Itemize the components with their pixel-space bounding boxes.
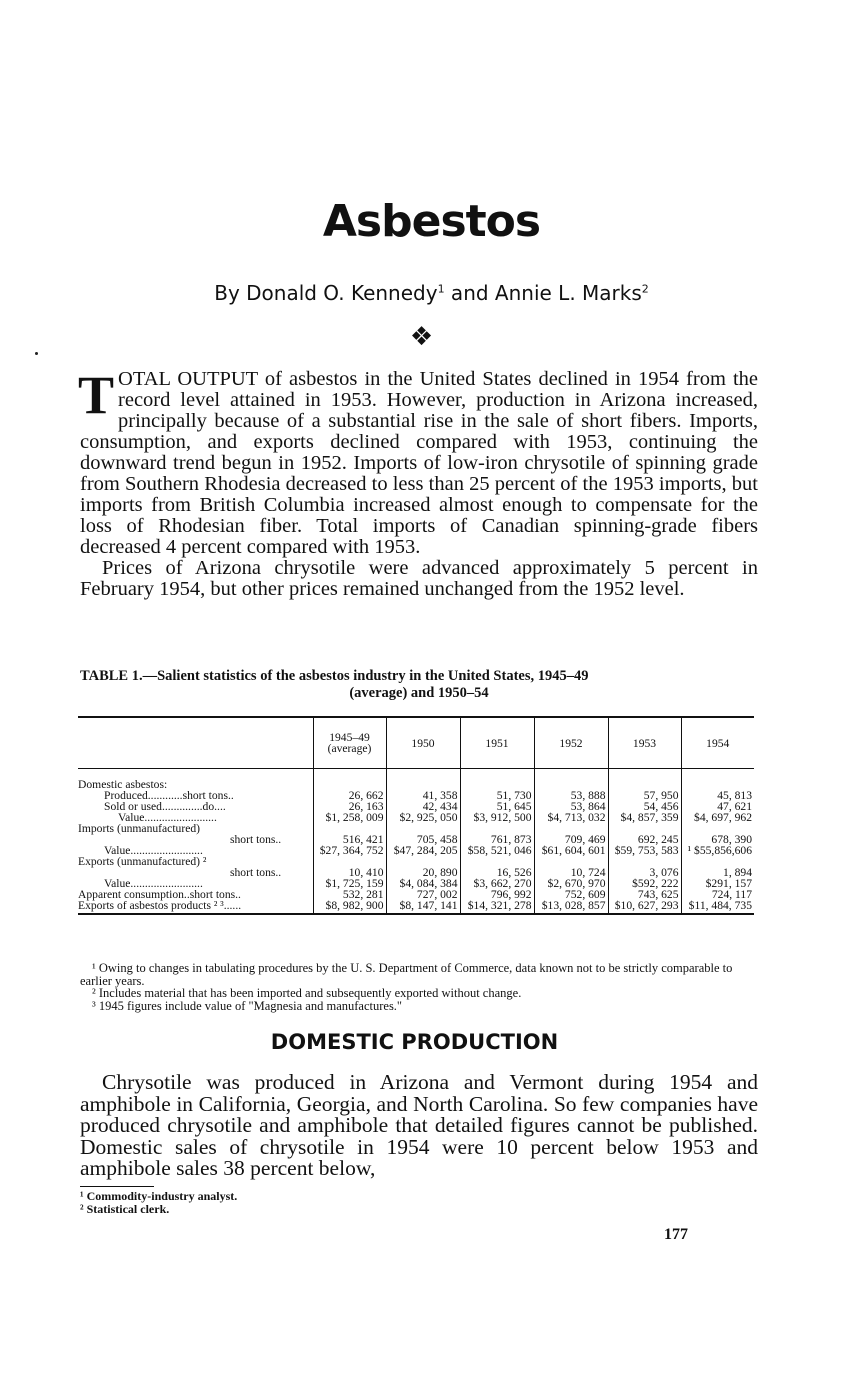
table-cell: 26, 163 xyxy=(313,801,386,812)
table-note: ² Includes material that has been imported and subsequently exported without change. xyxy=(92,986,522,1000)
table-cell: $58, 521, 046 xyxy=(460,845,534,856)
table-header-cell: 1945–49 (average) xyxy=(313,717,386,769)
table-cell: $1, 725, 159 xyxy=(313,878,386,889)
production-paragraph: Chrysotile was produced in Arizona and Vermont during 1954 and amphibole in California, Georgia, and North Carolina. So few companies have produced chrysotile and amphibole that detailed figures cannot be published. Domestic sales of chrysotile in 1954 were 10 percent below 1953 and amphibole sales 38 percent below, xyxy=(80,1070,758,1180)
table-caption-line-1: TABLE 1.—Salient statistics of the asbestos industry in the United States, 1945–49 xyxy=(80,668,589,684)
table-caption-line-2: (average) and 1950–54 xyxy=(349,685,489,701)
table-row xyxy=(78,900,754,914)
table-notes xyxy=(80,962,760,1012)
table-cell: $8, 982, 900 xyxy=(313,900,386,914)
table-cell: 724, 117 xyxy=(681,889,754,900)
table-cell: $8, 147, 141 xyxy=(386,900,460,914)
table-cell xyxy=(386,769,460,791)
table-cell: 54, 456 xyxy=(608,801,681,812)
table-cell: 47, 621 xyxy=(681,801,754,812)
table-cell: 692, 245 xyxy=(608,834,681,845)
footnote-divider xyxy=(80,1186,154,1187)
table-header-cell: 1951 xyxy=(460,717,534,769)
table-body xyxy=(78,769,754,915)
table-cell xyxy=(313,769,386,791)
table-cell: $1, 258, 009 xyxy=(313,812,386,823)
table-cell: $11, 484, 735 xyxy=(681,900,754,914)
table-cell: 761, 873 xyxy=(460,834,534,845)
author-1-note-ref: 1 xyxy=(437,282,445,296)
row-label-text: Exports of asbestos products ² ³...... xyxy=(78,899,242,912)
table-cell: 26, 662 xyxy=(313,790,386,801)
table-cell: 1, 894 xyxy=(681,867,754,878)
table-cell: $592, 222 xyxy=(608,878,681,889)
table-cell: 42, 434 xyxy=(386,801,460,812)
table-cell: 752, 609 xyxy=(534,889,608,900)
ornament-icon: ❖ xyxy=(409,322,434,352)
row-label-text: Exports (unmanufactured) ² xyxy=(78,855,207,868)
table-cell: $14, 321, 278 xyxy=(460,900,534,914)
footnote: ¹ Commodity-industry analyst. xyxy=(80,1189,238,1203)
table-cell: $4, 713, 032 xyxy=(534,812,608,823)
table-note: ³ 1945 figures include value of "Magnesia and manufactures." xyxy=(92,998,403,1013)
row-label-text: Produced............short tons.. xyxy=(104,789,234,802)
intro-paragraph-2: Prices of Arizona chrysotile were advanced approximately 5 percent in February 1954, but other prices remained unchanged from the 1952 level. xyxy=(80,557,758,600)
table-cell: 705, 458 xyxy=(386,834,460,845)
table-cell: 16, 526 xyxy=(460,867,534,878)
row-label-text: Imports (unmanufactured) xyxy=(78,822,201,835)
table-cell: $4, 084, 384 xyxy=(386,878,460,889)
table-cell: 20, 890 xyxy=(386,867,460,878)
table-cell: $3, 912, 500 xyxy=(460,812,534,823)
table-cell: $4, 697, 962 xyxy=(681,812,754,823)
table-cell: $27, 364, 752 xyxy=(313,845,386,856)
salient-statistics-table xyxy=(78,716,754,915)
table-header-cell: 1950 xyxy=(386,717,460,769)
table-cell: 51, 730 xyxy=(460,790,534,801)
table-cell: ¹ $55,856,606 xyxy=(681,845,754,856)
table-cell xyxy=(460,769,534,791)
row-label-text: Apparent consumption..short tons.. xyxy=(78,888,241,901)
table-cell xyxy=(608,769,681,791)
footnotes xyxy=(80,1190,480,1216)
table-cell: 45, 813 xyxy=(681,790,754,801)
footnote: ² Statistical clerk. xyxy=(80,1202,170,1216)
table-cell: 51, 645 xyxy=(460,801,534,812)
table-header-label xyxy=(78,717,313,769)
table-header-cell: 1952 xyxy=(534,717,608,769)
row-label-text: Value......................... xyxy=(104,877,203,890)
table-cell: 53, 888 xyxy=(534,790,608,801)
table-row xyxy=(78,769,754,791)
table-cell: 709, 469 xyxy=(534,834,608,845)
table-cell: $61, 604, 601 xyxy=(534,845,608,856)
row-label xyxy=(78,900,313,914)
section-heading: DOMESTIC PRODUCTION xyxy=(270,1030,559,1054)
table-cell: $4, 857, 359 xyxy=(608,812,681,823)
row-label-text: short tons.. xyxy=(230,833,282,846)
table-caption xyxy=(80,668,758,702)
table-header-row xyxy=(78,717,754,769)
author-1: By Donald O. Kennedy xyxy=(214,281,438,305)
table-cell: 532, 281 xyxy=(313,889,386,900)
table-cell: 57, 950 xyxy=(608,790,681,801)
speck-mark xyxy=(35,352,38,355)
table-cell: $59, 753, 583 xyxy=(608,845,681,856)
table-cell: 53, 864 xyxy=(534,801,608,812)
table-cell xyxy=(681,769,754,791)
byline xyxy=(0,281,863,305)
table-cell: 41, 358 xyxy=(386,790,460,801)
author-2: and Annie L. Marks xyxy=(444,281,642,305)
table-cell: 796, 992 xyxy=(460,889,534,900)
row-label-text: Sold or used..............do.... xyxy=(104,800,226,813)
drop-cap: T xyxy=(78,365,115,425)
intro-section xyxy=(78,365,758,600)
table-cell xyxy=(534,769,608,791)
table-cell: $10, 627, 293 xyxy=(608,900,681,914)
page-title: Asbestos xyxy=(322,196,541,247)
intro-paragraph-1-text: OTAL OUTPUT of asbestos in the United States declined in 1954 from the record level attained in 1953. However, production in Arizona increased, principally because of a substantial rise in the sale of short fibers. Imports, consumption, and exports declined compared with 1953, continuing the downward trend begun in 1952. Imports of low-iron chrysotile of spinning grade from Southern Rhodesia decreased to less than 25 percent of the 1953 imports, but imports from British Columbia increased almost enough to compensate for the loss of Rhodesian fiber. Total imports of Canadian spinning-grade fibers decreased 4 percent compared with 1953. xyxy=(80,368,758,558)
table-header-cell: 1953 xyxy=(608,717,681,769)
table-cell: 743, 625 xyxy=(608,889,681,900)
page-number: 177 xyxy=(664,1226,688,1243)
row-label-text: Domestic asbestos: xyxy=(78,778,168,791)
table-cell: $2, 670, 970 xyxy=(534,878,608,889)
author-2-note-ref: 2 xyxy=(641,282,649,296)
row-label-text: short tons.. xyxy=(230,866,282,879)
table-note: ¹ Owing to changes in tabulating procedures by the U. S. Department of Commerce, data known not to be strictly comparable to earlier years. xyxy=(80,961,733,988)
row-label-text: Value......................... xyxy=(118,811,217,824)
table-cell: 10, 724 xyxy=(534,867,608,878)
table-cell: $47, 284, 205 xyxy=(386,845,460,856)
table-cell: 516, 421 xyxy=(313,834,386,845)
table-cell: 727, 002 xyxy=(386,889,460,900)
table-header-cell: 1954 xyxy=(681,717,754,769)
table-cell: $291, 157 xyxy=(681,878,754,889)
table-cell: 10, 410 xyxy=(313,867,386,878)
table-cell: 3, 076 xyxy=(608,867,681,878)
table-cell: $2, 925, 050 xyxy=(386,812,460,823)
table-cell: $13, 028, 857 xyxy=(534,900,608,914)
table-cell: 678, 390 xyxy=(681,834,754,845)
row-label xyxy=(78,769,313,791)
row-label-text: Value......................... xyxy=(104,844,203,857)
table-cell: $3, 662, 270 xyxy=(460,878,534,889)
intro-paragraph-1 xyxy=(78,365,758,558)
